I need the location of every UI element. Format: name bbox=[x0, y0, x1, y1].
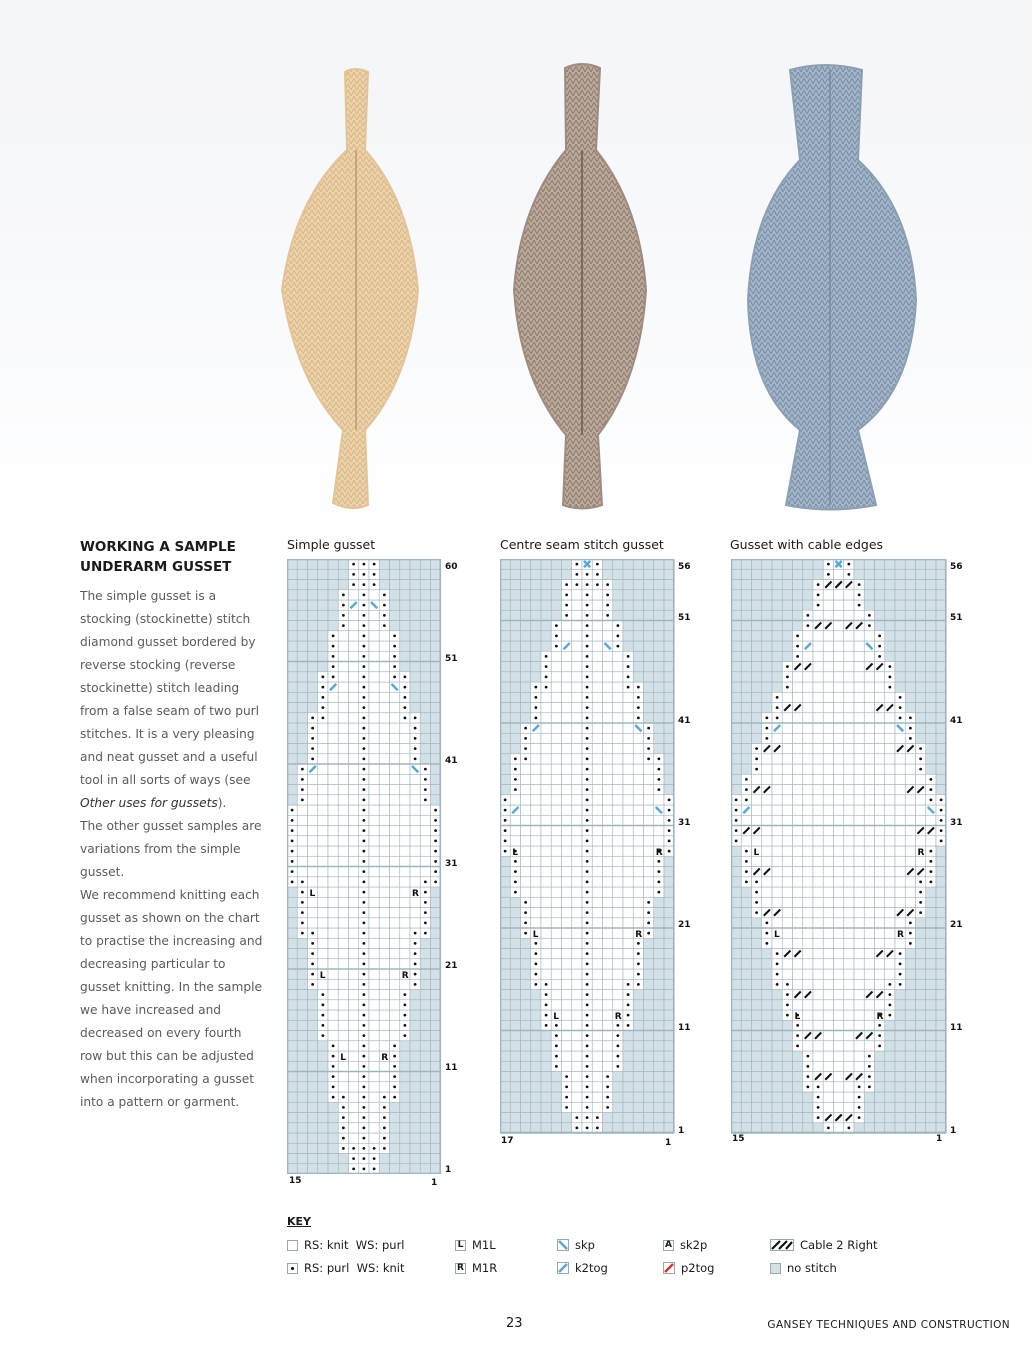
svg-text:L: L bbox=[319, 970, 326, 981]
other-uses-reference: Other uses for gussets bbox=[80, 796, 218, 810]
key-cable-label: Cable 2 Right bbox=[800, 1238, 878, 1252]
key-nostitch-label: no stitch bbox=[787, 1261, 837, 1275]
svg-text:R: R bbox=[655, 847, 663, 858]
row-label: 56 bbox=[678, 562, 691, 572]
chart-title-centre-seam: Centre seam stitch gusset bbox=[500, 537, 664, 552]
svg-text:L: L bbox=[753, 847, 760, 858]
key-m1l-label: M1L bbox=[472, 1238, 496, 1252]
row-label: 11 bbox=[678, 1023, 691, 1033]
svg-text:L: L bbox=[553, 1011, 559, 1022]
row-label: 41 bbox=[445, 756, 458, 766]
svg-text:L: L bbox=[532, 929, 539, 940]
svg-text:L: L bbox=[774, 929, 780, 940]
svg-text:R: R bbox=[614, 1011, 622, 1022]
key-knit-label: RS: knit WS: purl bbox=[304, 1238, 405, 1252]
svg-text:R: R bbox=[917, 847, 925, 858]
col-label-left: 15 bbox=[732, 1134, 745, 1144]
chart-simple-gusset-grid bbox=[287, 559, 443, 1174]
row-label: 56 bbox=[950, 562, 963, 572]
svg-text:R: R bbox=[876, 1011, 884, 1022]
col-label-left: 15 bbox=[289, 1176, 302, 1186]
key-sk2p-label: sk2p bbox=[680, 1238, 708, 1252]
row-label: 21 bbox=[678, 920, 691, 930]
key-cable bbox=[770, 1238, 878, 1252]
chart-cable-edges bbox=[731, 559, 949, 1138]
col-label-right: 1 bbox=[936, 1134, 943, 1144]
taupe-gusset-sample bbox=[514, 64, 646, 509]
row-label: 21 bbox=[445, 961, 458, 971]
sk2p-symbol-icon: A bbox=[663, 1240, 674, 1251]
page-number: 23 bbox=[506, 1316, 523, 1331]
chart-title-simple-gusset: Simple gusset bbox=[287, 537, 376, 552]
row-label: 1 bbox=[445, 1165, 452, 1175]
chart-centre-seam bbox=[500, 559, 677, 1138]
chart-simple-gusset bbox=[287, 559, 443, 1178]
chart-title-cable-edges: Gusset with cable edges bbox=[730, 537, 884, 552]
svg-text:R: R bbox=[897, 929, 904, 940]
row-label: 11 bbox=[950, 1023, 963, 1033]
svg-text:R: R bbox=[401, 970, 409, 981]
m1l-symbol-icon: L bbox=[455, 1240, 466, 1251]
row-label: 41 bbox=[950, 716, 963, 726]
key-sk2p bbox=[663, 1238, 707, 1252]
key-knit bbox=[287, 1238, 405, 1252]
sidebar bbox=[80, 537, 265, 1114]
col-label-left: 17 bbox=[501, 1136, 514, 1146]
k2tog-symbol-icon bbox=[557, 1262, 569, 1274]
sidebar-paragraph-1-text: The simple gusset is a stocking (stockinette) stitch diamond gusset bordered by reverse stocking (reverse stockinette) stitch leading from a false seam of two purl stitches. It is a very pleasing and neat gusset and a useful tool in all sorts of ways (see bbox=[80, 589, 260, 787]
row-label: 1 bbox=[678, 1126, 685, 1136]
svg-text:L: L bbox=[340, 1052, 346, 1063]
row-label: 51 bbox=[678, 613, 691, 623]
row-label: 1 bbox=[950, 1126, 957, 1136]
purl-dot-icon bbox=[287, 1263, 298, 1274]
sidebar-paragraph-1 bbox=[80, 585, 265, 815]
row-label: 51 bbox=[445, 654, 458, 664]
row-label: 31 bbox=[950, 818, 963, 828]
key-purl-label: RS: purl WS: knit bbox=[304, 1261, 405, 1275]
cream-gusset-sample bbox=[282, 69, 418, 508]
row-label: 21 bbox=[950, 920, 963, 930]
chart-centre-seam-grid bbox=[500, 559, 677, 1134]
cable-2-right-symbol-icon bbox=[770, 1239, 794, 1251]
row-label: 11 bbox=[445, 1063, 458, 1073]
row-label: 31 bbox=[445, 859, 458, 869]
m1r-symbol-icon: R bbox=[455, 1263, 466, 1274]
row-label: 41 bbox=[678, 716, 691, 726]
sidebar-paragraph-2: The other gusset samples are variations from the simple gusset. bbox=[80, 819, 262, 879]
sidebar-paragraph-3: We recommend knitting each gusset as shown on the chart to practise the increasing and decreasing particular to gusset knitting. In the sample we have increased and decreased on every fourth row but this can be adjusted when incorporating a gusset into a pattern or garment. bbox=[80, 888, 263, 1109]
svg-text:R: R bbox=[412, 888, 419, 899]
sidebar-paragraph-1-end: ). bbox=[217, 796, 227, 810]
key-skp-label: skp bbox=[575, 1238, 595, 1252]
key-k2tog bbox=[557, 1261, 608, 1275]
key-m1r-label: M1R bbox=[472, 1261, 498, 1275]
key-p2tog bbox=[663, 1261, 714, 1275]
knit-symbol-icon bbox=[287, 1240, 298, 1251]
photo-band bbox=[0, 0, 1032, 530]
svg-text:R: R bbox=[381, 1052, 389, 1063]
key-m1l bbox=[455, 1238, 496, 1252]
key-k2tog-label: k2tog bbox=[575, 1261, 608, 1275]
col-label-right: 1 bbox=[431, 1178, 438, 1188]
svg-text:L: L bbox=[512, 847, 518, 858]
skp-symbol-icon bbox=[557, 1239, 569, 1251]
row-label: 31 bbox=[678, 818, 691, 828]
chart-cable-edges-grid bbox=[731, 559, 949, 1134]
key-nostitch bbox=[770, 1261, 837, 1275]
svg-text:L: L bbox=[309, 888, 316, 899]
col-label-right: 1 bbox=[665, 1138, 672, 1148]
key-m1r bbox=[455, 1261, 497, 1275]
key-skp bbox=[557, 1238, 595, 1252]
gusset-samples-photo bbox=[0, 0, 1032, 530]
blue-gusset-sample bbox=[748, 65, 916, 510]
svg-text:R: R bbox=[635, 929, 643, 940]
row-label: 60 bbox=[445, 562, 458, 572]
key-title: KEY bbox=[287, 1215, 312, 1228]
no-stitch-symbol-icon bbox=[770, 1263, 781, 1274]
key-p2tog-label: p2tog bbox=[681, 1261, 715, 1275]
p2tog-symbol-icon bbox=[663, 1262, 675, 1274]
svg-text:L: L bbox=[794, 1011, 801, 1022]
sidebar-heading: WORKING A SAMPLE UNDERARM GUSSET bbox=[80, 539, 236, 575]
section-title: GANSEY TECHNIQUES AND CONSTRUCTION bbox=[767, 1319, 1010, 1331]
key-purl bbox=[287, 1261, 405, 1275]
row-label: 51 bbox=[950, 613, 963, 623]
